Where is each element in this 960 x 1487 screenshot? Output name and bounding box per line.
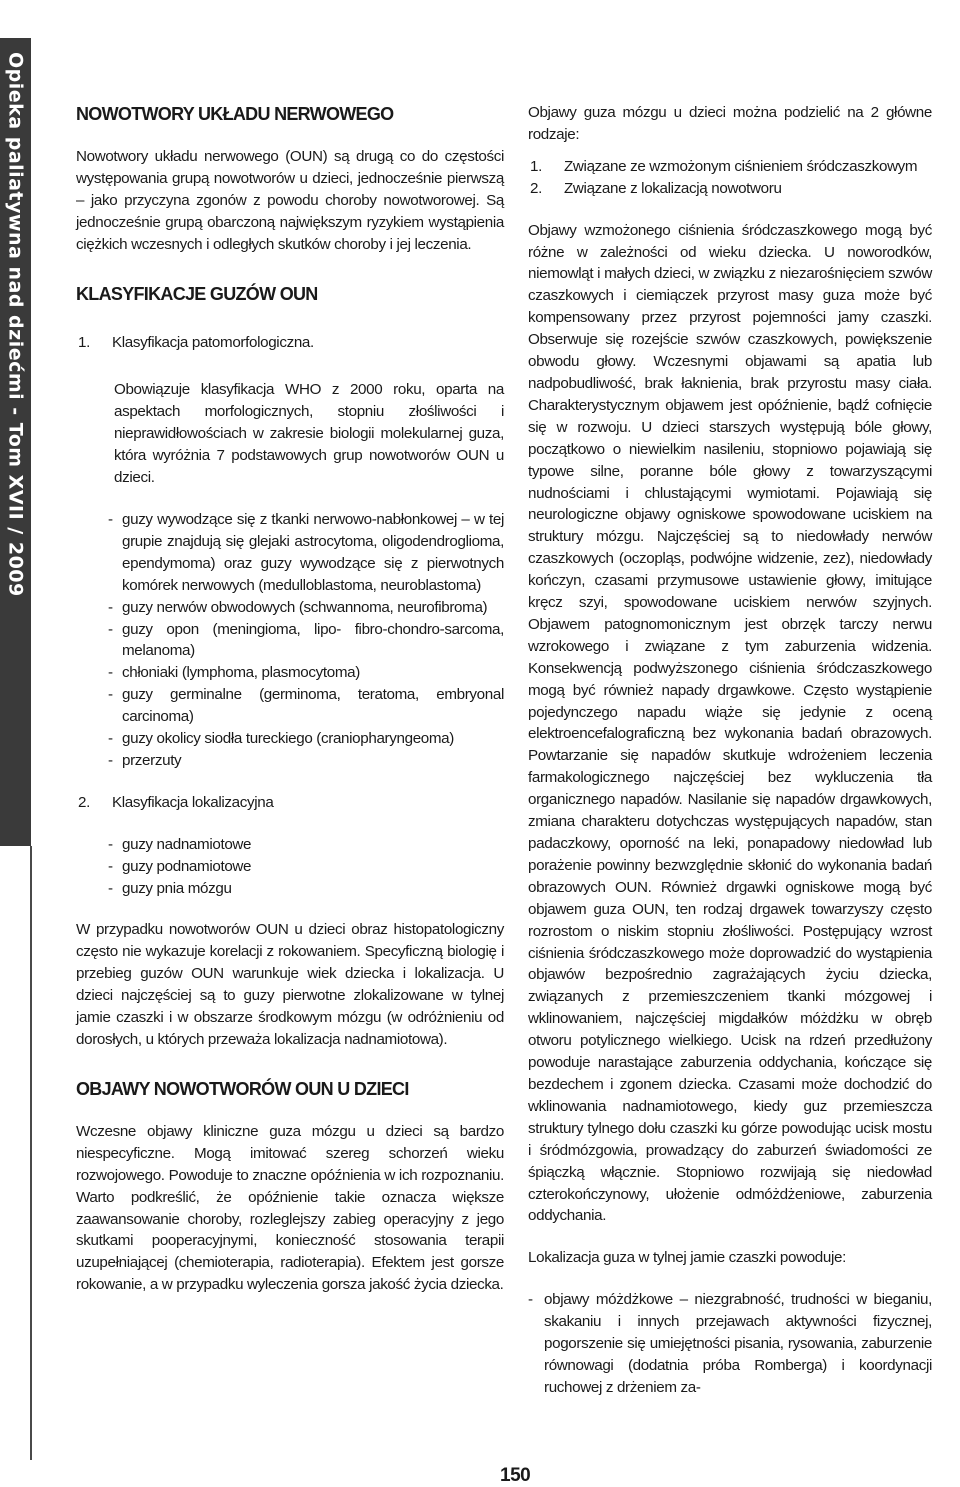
symptom-types-intro: Objawy guza mózgu u dzieci można podzielić na 2 główne rodzaje: — [528, 104, 932, 143]
posterior-fossa-intro: Lokalizacja guza w tylnej jamie czaszki powoduje: — [528, 1249, 846, 1267]
list-item — [528, 156, 932, 178]
margin-rule — [30, 846, 32, 1460]
item-number: 2. — [78, 793, 90, 811]
item-number: 1. — [78, 333, 90, 351]
list-item — [528, 178, 932, 200]
item-text: Związane ze wzmożonym ciśnieniem śródczaszkowym — [564, 157, 918, 175]
classification-item-2 — [76, 792, 504, 814]
section-heading-symptoms: OBJAWY NOWOTWORÓW OUN U DZIECI — [76, 1078, 409, 1099]
section-heading-classification: KLASYFIKACJE GUZÓW OUN — [76, 283, 318, 304]
classification-list-1 — [76, 332, 504, 354]
list-item: - guzy nadnamiotowe — [76, 834, 504, 856]
early-symptoms-paragraph: Wczesne objawy kliniczne guza mózgu u dzieci są bardzo niespecyficzne. Mogą imitować szereg schorzeń wieku rozwojowego. Powoduje to znaczne opóźnienia w ich rozpoznaniu. Warto podkreślić, że opóźnienie takie oznacza większe zaawansowanie choroby, rozleglejszy zabieg operacyjny z jego skutkami pooperacyjnymi, konieczność stosowania terapii uzupełniającej (chemioterapia, radioterapia). Efektem jest gorsze rokowanie, a w przypadku wyleczenia gorsza jakość życia dziecka. — [76, 1122, 504, 1294]
item-label: Klasyfikacja patomorfologiczna. — [112, 333, 314, 351]
list-item: - guzy opon (meningioma, lipo- fibro-chondro-sarcoma, melanoma) — [76, 619, 504, 663]
section-heading-cns-tumors: NOWOTWORY UKŁADU NERWOWEGO — [76, 104, 394, 124]
list-item: - guzy germinalne (germinoma, teratoma, embryonal carcinoma) — [76, 684, 504, 728]
location-list — [76, 834, 504, 900]
item-label: Klasyfikacja lokalizacyjna — [112, 793, 274, 811]
tumor-groups-list — [76, 509, 504, 772]
list-item: - objawy móżdżkowe – niezgrabność, trudności w bieganiu, skakaniu i innych przejawach aktywności fizycznej, pogorszenie się umiejętności pisania, rysowania, zaburzenie równowagi (dodatnia próba Romberga) i koordynacji ruchowej z drżeniem za- — [528, 1289, 932, 1399]
list-item: - guzy pnia mózgu — [76, 878, 504, 900]
page-number: 150 — [500, 1465, 531, 1486]
left-column — [76, 102, 504, 1296]
item-number: 1. — [530, 157, 542, 175]
list-item: - przerzuty — [76, 750, 504, 772]
journal-sidebar-title: Opieka paliatywna nad dziećmi - Tom XVII / 2009 — [4, 52, 27, 597]
symptom-types-list — [528, 156, 932, 200]
right-column — [528, 102, 932, 1399]
list-item: - guzy podnamiotowe — [76, 856, 504, 878]
list-item: - chłoniaki (lymphoma, plasmocytoma) — [76, 662, 504, 684]
classification-item-1 — [76, 332, 504, 354]
list-item: - guzy okolicy siodła tureckiego (craniopharyngeoma) — [76, 728, 504, 750]
posterior-fossa-list — [528, 1289, 932, 1399]
histopathology-paragraph: W przypadku nowotworów OUN u dzieci obraz histopatologiczny często nie wykazuje korelacji z rokowaniem. Specyficzną biologię i przebieg guzów OUN warunkuje wiek dziecka i lokalizacja. U dzieci najczęściej są to guzy pierwotne zlokalizowane w tylnej jamie czaszki i w obszarze środkowym mózgu (w odróżnieniu od dorosłych, u których przeważa lokalizacja nadnamiotowa). — [76, 921, 504, 1048]
list-item: - guzy nerwów obwodowych (schwannoma, neurofibroma) — [76, 597, 504, 619]
journal-sidebar — [0, 38, 31, 846]
intracranial-pressure-paragraph: Objawy wzmożonego ciśnienia śródczaszkowego mogą być różne w zależności od wieku dziecka. U noworodków, niemowląt i małych dzieci, w związku z niezarośnięciem szwów czaszkowych i ciemiączek przyrost masy guza może być kompensowany przez przyrost pojemności jamy czaszki. Obserwuje się rozejście szwów czaszkowych, powiększenie obwodu głowy. Wczesnymi objawami są apatia lub nadpobudliwość, brak łaknienia, brak przyrostu masy ciała. Charakterystycznym objawem jest opóźnienie, bądź cofnięcie się w rozwoju. U dzieci starszych występują bóle głowy, początkowo o niewielkim nasileniu, stopniowo pojawiają się typowe silne, poranne bóle głowy z towarzyszącymi nudnościami i chlustającymi wymiotami. Pojawiają się neurologiczne objawy ogniskowe spowodowane uciskiem na struktury mózgu. Najczęściej są to niedowłady nerwów czaszkowych (oczopląs, podwójne widzenie, zez), niedowłady kończyn, czasami przymusowe ustawienie głowy, imitujące kręcz szyi, spowodowane uciskiem nerwów szyjnych. Objawem patognomonicznym jest obrzęk tarczy nerwu wzrokowego i związane z tym zaburzenia widzenia. Konsekwencją podwyższonego ciśnienia śródczaszkowego mogą być również napady drgawkowe. Często wystąpienie pojedynczego napadu wiąże się jedynie z oceną elektroencefalograficzną bez wykonania badań obrazowych. Powtarzanie się napadów skutkuje wdrożeniem leczenia farmakologicznego najczęściej bez wykluczenia tła organicznego napadów. Nasilanie się napadów drgawkowych, zmiana charakteru dotychczas występujących napadów, stan padaczkowy, oporność na leki, ponapadowy niedowład lub porażenie powinny bezwzględnie skłonić do wykonania badań obrazowych OUN. Również drgawki ogniskowe mogą być objawem guza OUN, ten rodzaj drgawek towarzyszy często rozrostom o niskim stopniu złośliwości. Postępujący wzrost ciśnienia śródczaszkowego może doprowadzić do wystąpienia objawów bezpośrednio zagrażających życiu dziecka, związanych z przemieszczeniem tkanki mózgowej i wklinowaniem, najczęściej migdałków móżdżku w obręb otworu potylicznego wielkiego. Ucisk na rdzeń przedłużony powoduje narastające zaburzenia oddychania, kończące się bezdechem i zgonem dziecka. Czasami może dochodzić do wklinowania nadnamiotowego, kiedy guz przemieszcza struktury tylnego dołu czaszki ku górze powodując ucisk mostu i śródmózgowia, prowadzący do zaburzeń świadomości ze śpiączką włącznie. Stopniowo rozwijają się niedowład czterokończynowy, ułożenie odmóżdżeniowe, zaburzenia oddychania. — [528, 221, 932, 1225]
item-text: Związane z lokalizacją nowotworu — [564, 179, 782, 197]
classification-list-2 — [76, 792, 504, 814]
intro-paragraph: Nowotwory układu nerwowego (OUN) są drugą co do częstości występowania grupą nowotworów u dzieci, jednocześnie pierwszą – jako przyczyna zgonów z powodu choroby nowotworowej. Są jednocześnie grupą obarczoną największym ryzykiem wystąpienia ciężkich wczesnych i odległych skutków choroby i jej leczenia. — [76, 148, 504, 253]
who-classification-paragraph: Obowiązuje klasyfikacja WHO z 2000 roku, oparta na aspektach morfologicznych, stopniu złośliwości i nieprawidłowościach w zakresie biologii molekularnej guza, która wyróżnia 7 podstawowych grup nowotworów OUN u dzieci. — [114, 381, 504, 487]
item-number: 2. — [530, 179, 542, 197]
list-item: - guzy wywodzące się z tkanki nerwowo-nabłonkowej – w tej grupie znajdują się glejaki astrocytoma, oligodendroglioma, ependymoma) oraz guzy wywodzące się z pierwotnych komórek nerwowych (medulloblastoma, neuroblastoma) — [76, 509, 504, 597]
